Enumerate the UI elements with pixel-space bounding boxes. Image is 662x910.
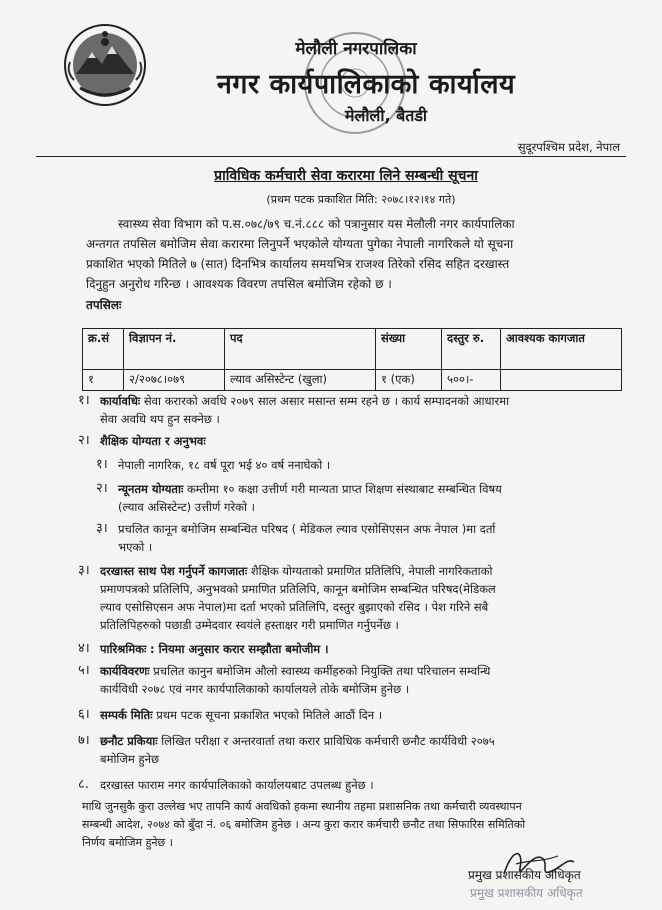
term-label: शैक्षिक योग्यता र अनुभवः xyxy=(100,434,206,448)
intro-line: प्रकाशित भएको मितिले ७ (सात) दिनभित्र कार्यालय समयभित्र राजश्व तिरेको रसिद सहित दरखास्त xyxy=(86,257,510,271)
col-header-count: संख्या xyxy=(376,329,442,370)
term-text: प्रचलित कानुन बमोजिम औलो स्वास्थ्य कर्मीहरुको नियुक्ति तथा परिचालन सम्वन्धि xyxy=(153,664,491,678)
term-number: ६। xyxy=(78,707,90,722)
term-qualification xyxy=(78,432,626,450)
term-number: ७। xyxy=(78,733,90,748)
term-text: सेवा अवधि थप हुन सक्नेछ । xyxy=(100,412,220,426)
term-job-description xyxy=(78,662,626,698)
subterm-number: १। xyxy=(96,457,108,472)
header-divider xyxy=(36,156,626,157)
term-text: शैक्षिक योग्यताको प्रमाणित प्रतिलिपि, नेपाली नागरिकताको xyxy=(250,564,493,578)
term-number: ५। xyxy=(78,663,90,678)
term-text: बमोजिम हुनेछ xyxy=(100,752,160,766)
subterm-text: कम्तीमा १० कक्षा उत्तीर्ण गरी मान्यता प्राप्त शिक्षण संस्थाबाट सम्बन्धित विषय xyxy=(186,482,502,496)
officer-stamp: प्रमुख प्रशासकीय अधिकृत xyxy=(470,886,583,900)
table-header-row xyxy=(83,329,622,370)
term-remuneration xyxy=(78,640,626,658)
term-documents xyxy=(78,562,626,634)
term-number: २। xyxy=(78,433,90,448)
province-label: सुदूरपश्चिम प्रदेश, नेपाल xyxy=(517,140,620,154)
term-label: कार्यविवरणः xyxy=(100,664,150,678)
subterm-text: भएको । xyxy=(118,540,153,554)
term-text: सेवा करारको अवधि २०७९ साल असार मसान्त सम्म रहने छ । कार्य सम्पादनको आधारमा xyxy=(143,394,510,408)
term-number: ३। xyxy=(78,563,90,578)
term-contact-date xyxy=(78,706,626,724)
details-label: तपसिलः xyxy=(86,298,122,312)
term-application-form xyxy=(78,776,626,794)
table-row xyxy=(83,370,622,391)
cell-fee: ५००।- xyxy=(442,370,501,391)
office-name: नगर कार्यपालिकाको कार्यालय xyxy=(216,69,516,100)
term-text: प्रतिलिपिहरुको पछाडी उम्मेदवार स्वयंले हस्ताक्षर गरी प्रमाणित गर्नुपर्नेछ । xyxy=(100,618,399,632)
vacancy-table xyxy=(82,328,622,391)
col-header-fee: दस्तुर रु. xyxy=(442,329,501,370)
intro-line: स्वास्थ्य सेवा विभाग को प.स.०७८/७९ च.नं.८८८ को पत्रानुसार यस मेलौली नगर कार्यपालिका xyxy=(118,217,515,231)
intro-paragraph xyxy=(86,214,622,294)
subterm-number: २। xyxy=(96,481,108,496)
term-text: प्रथम पटक सूचना प्रकाशित भएको मितिले आठौं दिन । xyxy=(156,708,383,722)
term-label: सम्पर्क मितिः xyxy=(100,708,153,722)
intro-line: अन्तगत तपसिल बमोजिम सेवा करारमा लिनुपर्ने भएकोले योग्यता पुगेका नेपाली नागरिकले यो सूचना xyxy=(86,237,514,251)
subterm-number: ३। xyxy=(96,521,108,536)
term-number: १। xyxy=(78,393,90,408)
subterm-min-qualification xyxy=(96,480,626,516)
term-label: दरखास्त साथ पेश गर्नुपर्ने कागजातः xyxy=(100,564,248,578)
officer-designation: प्रमुख प्रशासकीय अधिकृत xyxy=(468,868,581,882)
intro-line: दिनुहुन अनुरोध गरिन्छ । आवश्यक विवरण तपसिल बमोजिम रहेको छ । xyxy=(86,277,392,291)
term-label: पारिश्रमिकः xyxy=(100,642,147,656)
subterm-citizen xyxy=(96,456,626,474)
term-label: कार्यावधिः xyxy=(100,394,141,408)
col-header-ad-number: विज्ञापन नं. xyxy=(124,329,225,370)
term-text: दरखास्त फाराम नगर कार्यपालिकाको कार्यालयबाट उपलब्ध हुनेछ । xyxy=(100,778,374,792)
term-work-period xyxy=(78,392,626,428)
term-number: ४। xyxy=(78,641,90,656)
term-text: प्रमाणपत्रको प्रतिलिपि, अनुभवको प्रमाणित प्रतिलिपि, कानून बमोजिम सम्बन्धित परिषद(मेडिकल xyxy=(100,582,496,596)
closing-line: सम्बन्धी आदेश, २०७४ को बुँदा नं. ०६ बमोजिम हुनेछ । अन्य कुरा करार कर्मचारी छनौट तथा सिफारिस समितिको xyxy=(82,818,526,831)
municipality-name: मेलौली नगरपालिका xyxy=(295,39,417,59)
subterm-council xyxy=(96,520,626,556)
col-header-post: पद xyxy=(225,329,376,370)
term-text: कार्यविधी २०७८ एवं नगर कार्यपालिकाको कार्यालयले तोके बमोजिम हुनेछ । xyxy=(100,682,410,696)
cell-serial: १ xyxy=(83,370,124,391)
term-number: ८. xyxy=(78,777,89,792)
term-text: ल्याव एसोसिएसन अफ नेपाल)मा दर्ता भएको प्रतिलिपि, दस्तुर बुझाएको रसिद । पेश गरिने सबै xyxy=(100,600,489,614)
subterm-text: नेपाली नागरिक, १८ वर्ष पूरा भई ४० वर्ष ननाघेको । xyxy=(118,458,331,472)
term-label: छनौट प्रकियाः xyxy=(100,734,158,748)
col-header-serial: क्र.सं xyxy=(83,329,124,370)
term-selection-process xyxy=(78,732,626,768)
term-text: : नियमा अनुसार करार सम्झौता बमोजीम । xyxy=(150,642,329,656)
cell-documents xyxy=(501,370,622,391)
closing-line: माथि जुनसुकै कुरा उल्लेख भए तापनि कार्य अवधिको हकमा स्थानीय तहमा प्रशासनिक तथा कर्मचारी व्यवस्थापन xyxy=(82,800,522,813)
cell-count: १ (एक) xyxy=(376,370,442,391)
closing-line: निर्णय बमोजिम हुनेछ । xyxy=(82,836,173,849)
publication-date: (प्रथम पटक प्रकाशित मिति: २०७८।१२।१४ गते) xyxy=(266,193,456,206)
office-location: मेलौली, बैतडी xyxy=(344,106,428,125)
term-text: लिखित परीक्षा र अन्तरवार्ता तथा करार प्राविधिक कर्मचारी छनौट कार्यविधी २०७५ xyxy=(161,734,495,748)
subterm-text: प्रचलित कानून बमोजिम सम्बन्धित परिषद ( मेडिकल ल्याव एसोसिएसन अफ नेपाल )मा दर्ता xyxy=(118,522,496,536)
subterm-label: न्यूनतम योग्यताः xyxy=(118,482,184,496)
cell-ad-number: २/२०७८।०७९ xyxy=(124,370,225,391)
notice-title: प्राविधिक कर्मचारी सेवा करारमा लिने सम्बन्धी सूचना xyxy=(214,168,478,184)
col-header-documents: आवश्यक कागजात xyxy=(501,329,622,370)
subterm-text: (ल्याव असिस्टेन्ट) उत्तीर्ण गरेको । xyxy=(118,500,255,514)
cell-post: ल्याव असिस्टेन्ट (खुला) xyxy=(225,370,376,391)
